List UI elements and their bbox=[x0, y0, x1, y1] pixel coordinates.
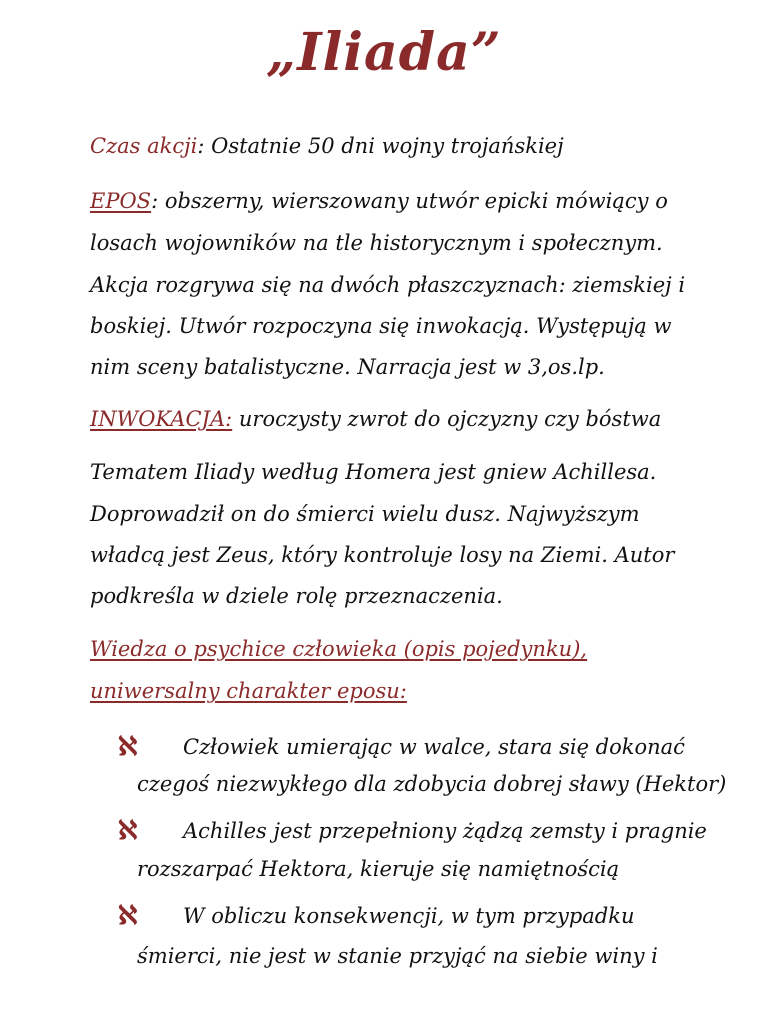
bullet-2-line-2: rozszarpać Hektora, kieruje się namiętnością bbox=[137, 857, 620, 881]
epos-text-1: obszerny, wierszowany utwór epicki mówiący o bbox=[158, 189, 668, 213]
epos-line-4: boskiej. Utwór rozpoczyna się inwokacją. Występują w bbox=[90, 314, 672, 338]
czas-akcji-separator: : bbox=[197, 134, 205, 158]
bullet-1-line-1: Człowiek umierając w walce, stara się dokonać bbox=[183, 735, 685, 759]
aleph-bullet-icon: ℵ bbox=[118, 732, 138, 762]
epos-separator: : bbox=[151, 189, 159, 213]
epos-label: EPOS bbox=[90, 189, 152, 213]
wiedza-heading-2: uniwersalny charakter eposu: bbox=[90, 679, 407, 703]
temat-line-1: Tematem Iliady według Homera jest gniew Achillesa. bbox=[90, 460, 657, 484]
czas-akcji-line bbox=[90, 132, 564, 160]
czas-akcji-text: Ostatnie 50 dni wojny trojańskiej bbox=[204, 134, 564, 158]
epos-line-2: losach wojowników na tle historycznym i społecznym. bbox=[90, 231, 663, 255]
temat-line-4: podkreśla w dziele rolę przeznaczenia. bbox=[90, 584, 503, 608]
epos-line-1 bbox=[90, 187, 668, 215]
bullet-3-line-1: W obliczu konsekwencji, w tym przypadku bbox=[183, 904, 635, 928]
bullet-3-line-2: śmierci, nie jest w stanie przyjąć na siebie winy i bbox=[137, 944, 658, 968]
inwokacja-line bbox=[90, 405, 661, 433]
aleph-bullet-icon: ℵ bbox=[118, 901, 138, 931]
epos-line-5: nim sceny batalistyczne. Narracja jest w 3,os.lp. bbox=[90, 355, 605, 379]
inwokacja-text: uroczysty zwrot do ojczyzny czy bóstwa bbox=[232, 407, 662, 431]
inwokacja-label: INWOKACJA: bbox=[90, 407, 233, 431]
temat-line-3: władcą jest Zeus, który kontroluje losy na Ziemi. Autor bbox=[90, 543, 675, 567]
bullet-2-line-1: Achilles jest przepełniony żądzą zemsty i pragnie bbox=[183, 819, 707, 843]
aleph-bullet-icon: ℵ bbox=[118, 816, 138, 846]
epos-line-3: Akcja rozgrywa się na dwóch płaszczyznach: ziemskiej i bbox=[90, 273, 686, 297]
temat-line-2: Doprowadził on do śmierci wielu dusz. Najwyższym bbox=[90, 502, 640, 526]
wiedza-heading-1: Wiedza o psychice człowieka (opis pojedynku), bbox=[90, 637, 588, 661]
bullet-1-line-2: czegoś niezwykłego dla zdobycia dobrej sławy (Hektor) bbox=[137, 772, 727, 796]
czas-akcji-label: Czas akcji bbox=[90, 134, 198, 158]
document-title: „Iliada” bbox=[266, 22, 502, 83]
